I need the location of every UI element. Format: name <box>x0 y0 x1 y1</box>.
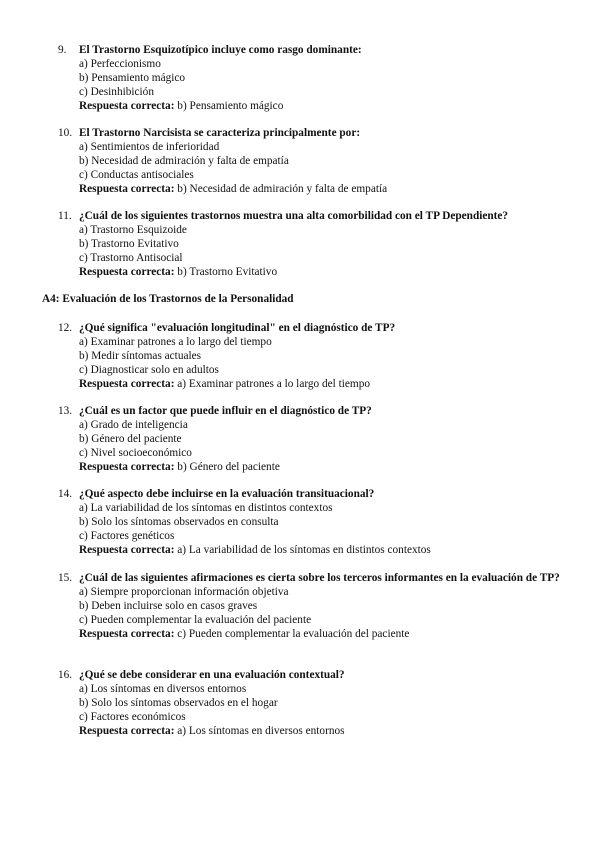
option-c: c) Conductas antisociales <box>79 169 194 181</box>
option-b: b) Solo los síntomas observados en consulta <box>79 516 279 528</box>
answer-value: b) Género del paciente <box>177 461 280 473</box>
option-a: a) Trastorno Esquizoide <box>79 224 187 236</box>
answer-label: Respuesta correcta: <box>79 544 175 556</box>
question-text: El Trastorno Narcisista se caracteriza principalmente por: <box>79 127 361 139</box>
answer-label: Respuesta correcta: <box>79 100 175 112</box>
question-number: 10. <box>58 127 73 139</box>
option-b: b) Medir síntomas actuales <box>79 350 202 362</box>
question-number: 9. <box>58 44 67 56</box>
answer-label: Respuesta correcta: <box>79 266 175 278</box>
question-text: ¿Qué aspecto debe incluirse en la evaluación transituacional? <box>79 488 375 500</box>
question-text: ¿Cuál de las siguientes afirmaciones es cierta sobre los terceros informantes en la evaluación de TP? <box>79 572 560 584</box>
answer-label: Respuesta correcta: <box>79 628 175 640</box>
option-c: c) Nivel socioeconómico <box>79 447 192 459</box>
question-14 <box>0 487 560 557</box>
option-a: a) Perfeccionismo <box>79 58 161 70</box>
option-b: b) Pensamiento mágico <box>79 72 186 84</box>
question-number: 11. <box>58 210 72 222</box>
section-heading: A4: Evaluación de los Trastornos de la Personalidad <box>42 293 294 305</box>
question-number: 12. <box>58 322 73 334</box>
question-number: 14. <box>58 488 73 500</box>
option-c: c) Diagnosticar solo en adultos <box>79 364 219 376</box>
answer-label: Respuesta correcta: <box>79 725 175 737</box>
question-13 <box>0 404 560 474</box>
option-c: c) Pueden complementar la evaluación del paciente <box>79 614 312 626</box>
correct-answer <box>0 182 560 196</box>
question-text: ¿Cuál de los siguientes trastornos muestra una alta comorbilidad con el TP Dependiente? <box>79 210 509 222</box>
option-a: a) Sentimientos de inferioridad <box>79 141 220 153</box>
question-text: ¿Qué significa "evaluación longitudinal" en el diagnóstico de TP? <box>79 322 396 334</box>
question-number: 13. <box>58 405 73 417</box>
correct-answer <box>0 460 560 474</box>
question-10 <box>0 126 560 196</box>
question-11 <box>0 209 560 279</box>
answer-value: a) La variabilidad de los síntomas en distintos contextos <box>177 544 431 556</box>
option-c: c) Trastorno Antisocial <box>79 252 183 264</box>
option-a: a) Siempre proporcionan información objetiva <box>79 586 289 598</box>
answer-value: b) Trastorno Evitativo <box>177 266 278 278</box>
correct-answer <box>0 627 560 641</box>
question-16 <box>0 668 560 738</box>
option-b: b) Solo los síntomas observados en el hogar <box>79 697 278 709</box>
correct-answer <box>0 265 560 279</box>
question-text: ¿Cuál es un factor que puede influir en el diagnóstico de TP? <box>79 405 372 417</box>
correct-answer <box>0 377 560 391</box>
option-b: b) Necesidad de admiración y falta de empatía <box>79 155 289 167</box>
answer-value: b) Pensamiento mágico <box>177 100 284 112</box>
question-12 <box>0 321 560 391</box>
answer-value: a) Los síntomas en diversos entornos <box>177 725 345 737</box>
option-b: b) Deben incluirse solo en casos graves <box>79 600 258 612</box>
question-number: 16. <box>58 669 73 681</box>
correct-answer <box>0 99 560 113</box>
answer-value: a) Examinar patrones a lo largo del tiempo <box>177 378 371 390</box>
option-a: a) Los síntomas en diversos entornos <box>79 683 247 695</box>
question-text: El Trastorno Esquizotípico incluye como rasgo dominante: <box>79 44 362 56</box>
question-15 <box>0 571 560 641</box>
answer-value: b) Necesidad de admiración y falta de empatía <box>177 183 388 195</box>
correct-answer <box>0 543 560 557</box>
option-a: a) Grado de inteligencia <box>79 419 188 431</box>
question-number: 15. <box>58 572 73 584</box>
option-b: b) Trastorno Evitativo <box>79 238 179 250</box>
option-c: c) Factores económicos <box>79 711 186 723</box>
question-text: ¿Qué se debe considerar en una evaluación contextual? <box>79 669 345 681</box>
option-c: c) Factores genéticos <box>79 530 175 542</box>
answer-label: Respuesta correcta: <box>79 461 175 473</box>
option-c: c) Desinhibición <box>79 86 154 98</box>
option-b: b) Género del paciente <box>79 433 182 445</box>
answer-label: Respuesta correcta: <box>79 183 175 195</box>
answer-value: c) Pueden complementar la evaluación del paciente <box>177 628 410 640</box>
option-a: a) La variabilidad de los síntomas en distintos contextos <box>79 502 333 514</box>
option-a: a) Examinar patrones a lo largo del tiempo <box>79 336 272 348</box>
answer-label: Respuesta correcta: <box>79 378 175 390</box>
question-9 <box>0 43 560 113</box>
correct-answer <box>0 724 560 738</box>
